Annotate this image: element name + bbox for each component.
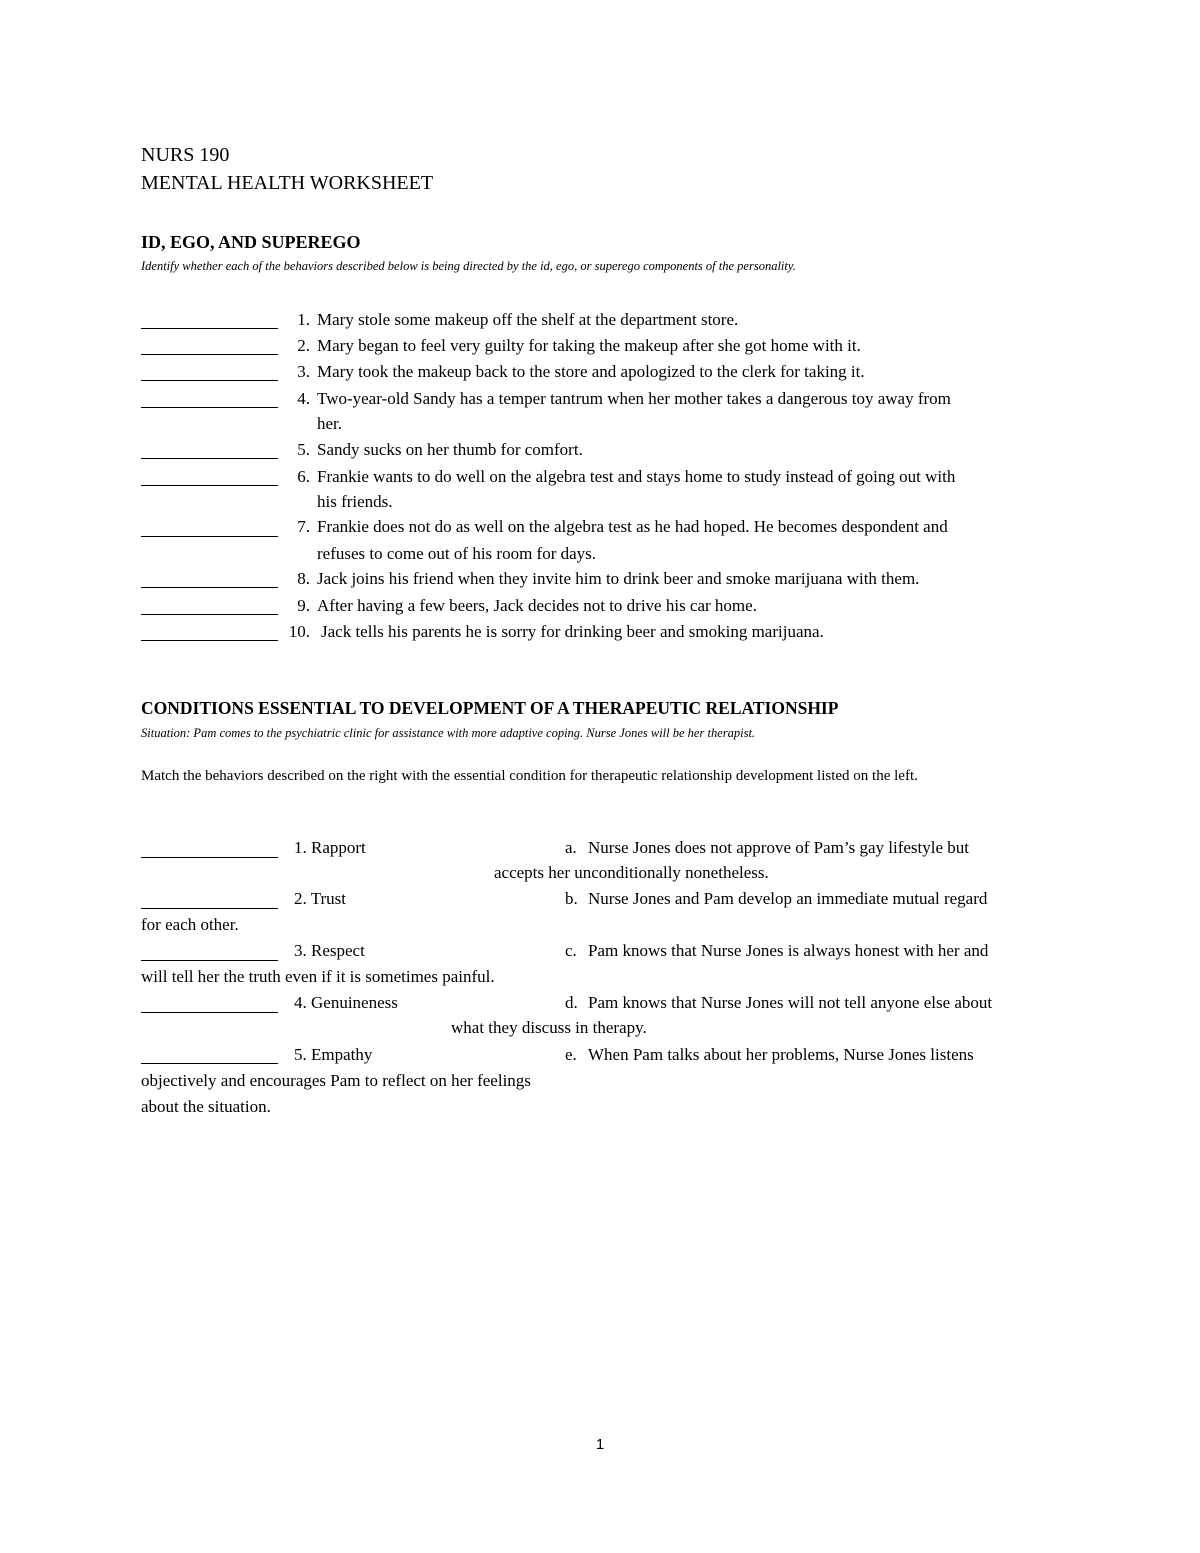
section2-instruction: Match the behaviors described on the right with the essential condition for therapeutic relationship development listed on the left. — [141, 768, 918, 784]
option-text-continued: for each other. — [141, 915, 239, 934]
item-text: Mary began to feel very guilty for taking the makeup after she got home with it. — [317, 336, 861, 355]
item-text: Mary took the makeup back to the store and apologized to the clerk for taking it. — [317, 362, 865, 381]
item-text-continued: his friends. — [317, 492, 393, 511]
option-text: Pam knows that Nurse Jones is always honest with her and — [588, 941, 989, 960]
item-text: Sandy sucks on her thumb for comfort. — [317, 440, 583, 459]
item-number: 5. — [297, 440, 310, 459]
answer-blank[interactable] — [141, 908, 278, 909]
option-text-continued: what they discuss in therapy. — [451, 1018, 647, 1037]
answer-blank[interactable] — [141, 407, 278, 408]
section2-situation: Situation: Pam comes to the psychiatric clinic for assistance with more adaptive coping. Nurse Jones will be her therapist. — [141, 726, 756, 740]
item-text: After having a few beers, Jack decides not to drive his car home. — [317, 596, 757, 615]
item-number: 10. — [288, 622, 310, 641]
item-number: 1. — [297, 310, 310, 329]
item-text: Frankie wants to do well on the algebra test and stays home to study instead of going out with — [317, 467, 956, 486]
answer-blank[interactable] — [141, 857, 278, 858]
item-text-continued: refuses to come out of his room for days. — [317, 544, 597, 563]
option-letter: c. — [565, 941, 577, 960]
option-letter: d. — [565, 993, 578, 1012]
answer-blank[interactable] — [141, 536, 278, 537]
item-number: 9. — [297, 596, 310, 615]
option-text-continued: objectively and encourages Pam to reflect on her feelings — [141, 1071, 531, 1090]
section2-heading: CONDITIONS ESSENTIAL TO DEVELOPMENT OF A THERAPEUTIC RELATIONSHIP — [141, 698, 839, 718]
option-text: Nurse Jones and Pam develop an immediate mutual regard — [588, 889, 988, 908]
condition-label: 2. Trust — [294, 889, 346, 908]
item-number: 6. — [297, 467, 310, 486]
option-text: Nurse Jones does not approve of Pam’s gay lifestyle but — [588, 838, 970, 857]
answer-blank[interactable] — [141, 380, 278, 381]
item-number: 8. — [297, 569, 310, 588]
worksheet-title: MENTAL HEALTH WORKSHEET — [141, 172, 434, 194]
condition-label: 1. Rapport — [294, 838, 366, 857]
item-number: 2. — [297, 336, 310, 355]
answer-blank[interactable] — [141, 1012, 278, 1013]
option-text-continued: accepts her unconditionally nonetheless. — [494, 863, 769, 882]
section1-instruction: Identify whether each of the behaviors described below is being directed by the id, ego, or superego components of the personality. — [141, 259, 796, 273]
course-code: NURS 190 — [141, 144, 230, 166]
option-text-continued-2: about the situation. — [141, 1097, 271, 1116]
item-number: 4. — [297, 389, 310, 408]
item-number: 7. — [297, 517, 310, 536]
item-text: Jack joins his friend when they invite him to drink beer and smoke marijuana with them. — [317, 569, 920, 588]
condition-label: 5. Empathy — [294, 1045, 373, 1064]
option-letter: b. — [565, 889, 578, 908]
item-text-continued: her. — [317, 414, 343, 433]
answer-blank[interactable] — [141, 354, 278, 355]
item-text: Frankie does not do as well on the algebra test as he had hoped. He becomes despondent and — [317, 517, 948, 536]
option-letter: a. — [565, 838, 577, 857]
page-number: 1 — [595, 1436, 605, 1453]
option-text: Pam knows that Nurse Jones will not tell anyone else about — [588, 993, 993, 1012]
answer-blank[interactable] — [141, 328, 278, 329]
condition-label: 4. Genuineness — [294, 993, 398, 1012]
condition-label: 3. Respect — [294, 941, 365, 960]
item-text: Jack tells his parents he is sorry for drinking beer and smoking marijuana. — [321, 622, 824, 641]
option-text: When Pam talks about her problems, Nurse Jones listens — [588, 1045, 974, 1064]
answer-blank[interactable] — [141, 614, 278, 615]
answer-blank[interactable] — [141, 587, 278, 588]
answer-blank[interactable] — [141, 640, 278, 641]
answer-blank[interactable] — [141, 485, 278, 486]
answer-blank[interactable] — [141, 1063, 278, 1064]
option-text-continued: will tell her the truth even if it is sometimes painful. — [141, 967, 495, 986]
item-number: 3. — [297, 362, 310, 381]
answer-blank[interactable] — [141, 458, 278, 459]
section1-heading: ID, EGO, AND SUPEREGO — [141, 232, 361, 252]
answer-blank[interactable] — [141, 960, 278, 961]
item-text: Two-year-old Sandy has a temper tantrum when her mother takes a dangerous toy away from — [317, 389, 951, 408]
option-letter: e. — [565, 1045, 577, 1064]
item-text: Mary stole some makeup off the shelf at the department store. — [317, 310, 739, 329]
